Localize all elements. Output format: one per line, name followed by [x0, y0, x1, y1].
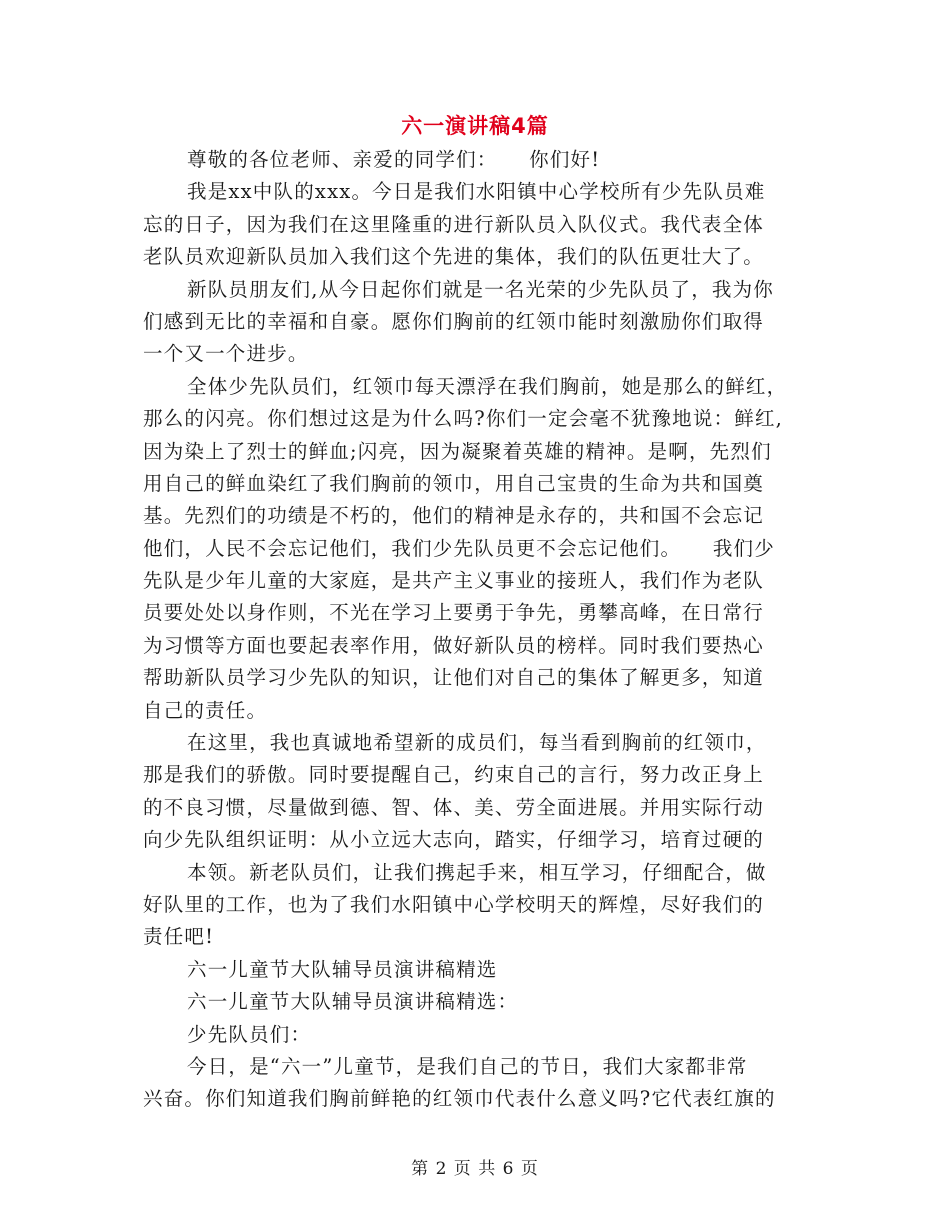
paragraph-line: 他们，人民不会忘记他们，我们少先队员更不会忘记他们。 我们少 — [143, 536, 775, 560]
section-heading: 六一儿童节大队辅导员演讲稿精选： — [187, 990, 519, 1014]
paragraph-line: 基。先烈们的功绩是不朽的，他们的精神是永存的，共和国不会忘记 — [143, 504, 765, 528]
paragraph-line: 因为染上了烈士的鲜血;闪亮，因为凝聚着英雄的精神。是啊，先烈们 — [143, 439, 772, 463]
paragraph-line: 好队里的工作，也为了我们水阳镇中心学校明天的辉煌，尽好我们的 — [143, 892, 765, 916]
paragraph-line: 全体少先队员们，红领巾每天漂浮在我们胸前，她是那么的鲜红， — [187, 374, 788, 398]
paragraph-line: 兴奋。你们知道我们胸前鲜艳的红领巾代表什么意义吗?它代表红旗的 — [143, 1087, 776, 1111]
paragraph-line: 本领。新老队员们，让我们携起手来，相互学习，仔细配合，做 — [187, 860, 767, 884]
paragraph-line: 一个又一个进步。 — [143, 342, 309, 366]
document-title: 六一演讲稿4篇 — [401, 114, 549, 138]
paragraph-line: 忘的日子，因为我们在这里隆重的进行新队员入队仪式。我代表全体 — [143, 212, 765, 236]
section-heading: 六一儿童节大队辅导员演讲稿精选 — [187, 957, 498, 981]
paragraph-line: 先队是少年儿童的大家庭，是共产主义事业的接班人，我们作为老队 — [143, 569, 765, 593]
paragraph-line: 在这里，我也真诚地希望新的成员们，每当看到胸前的红领巾， — [187, 731, 767, 755]
paragraph-line: 帮助新队员学习少先队的知识，让他们对自己的集体了解更多，知道 — [143, 666, 765, 690]
paragraph-line: 我是xx中队的xxx。今日是我们水阳镇中心学校所有少先队员难 — [187, 180, 766, 204]
paragraph-line: 今日，是“六一”儿童节，是我们自己的节日，我们大家都非常 — [187, 1054, 748, 1078]
paragraph-line: 用自己的鲜血染红了我们胸前的领巾，用自己宝贵的生命为共和国奠 — [143, 471, 765, 495]
page-footer: 第 2 页 共 6 页 — [411, 1159, 539, 1179]
paragraph-line: 向少先队组织证明：从小立远大志向，踏实，仔细学习，培育过硬的 — [143, 828, 765, 852]
paragraph-line: 的不良习惯，尽量做到德、智、体、美、劳全面进展。并用实际行动 — [143, 795, 765, 819]
paragraph-line: 责任吧! — [143, 925, 215, 949]
paragraph-line: 们感到无比的幸福和自豪。愿你们胸前的红领巾能时刻激励你们取得 — [143, 309, 765, 333]
paragraph-line: 尊敬的各位老师、亲爱的同学们： 你们好! — [187, 148, 601, 171]
paragraph-line: 那么的闪亮。你们想过这是为什么吗?你们一定会毫不犹豫地说：鲜红, — [143, 407, 784, 431]
paragraph-line: 员要处处以身作则，不光在学习上要勇于争先，勇攀高峰，在日常行 — [143, 601, 765, 625]
paragraph-line: 老队员欢迎新队员加入我们这个先进的集体，我们的队伍更壮大了。 — [143, 245, 765, 269]
paragraph-line: 为习惯等方面也要起表率作用，做好新队员的榜样。同时我们要热心 — [143, 633, 765, 657]
salutation-line: 少先队员们： — [187, 1022, 312, 1046]
paragraph-line: 那是我们的骄傲。同时要提醒自己，约束自己的言行，努力改正身上 — [143, 763, 765, 787]
document-body — [143, 144, 808, 1116]
paragraph-line: 新队员朋友们,从今日起你们就是一名光荣的少先队员了，我为你 — [187, 277, 774, 301]
paragraph-line: 自己的责任。 — [143, 698, 268, 722]
